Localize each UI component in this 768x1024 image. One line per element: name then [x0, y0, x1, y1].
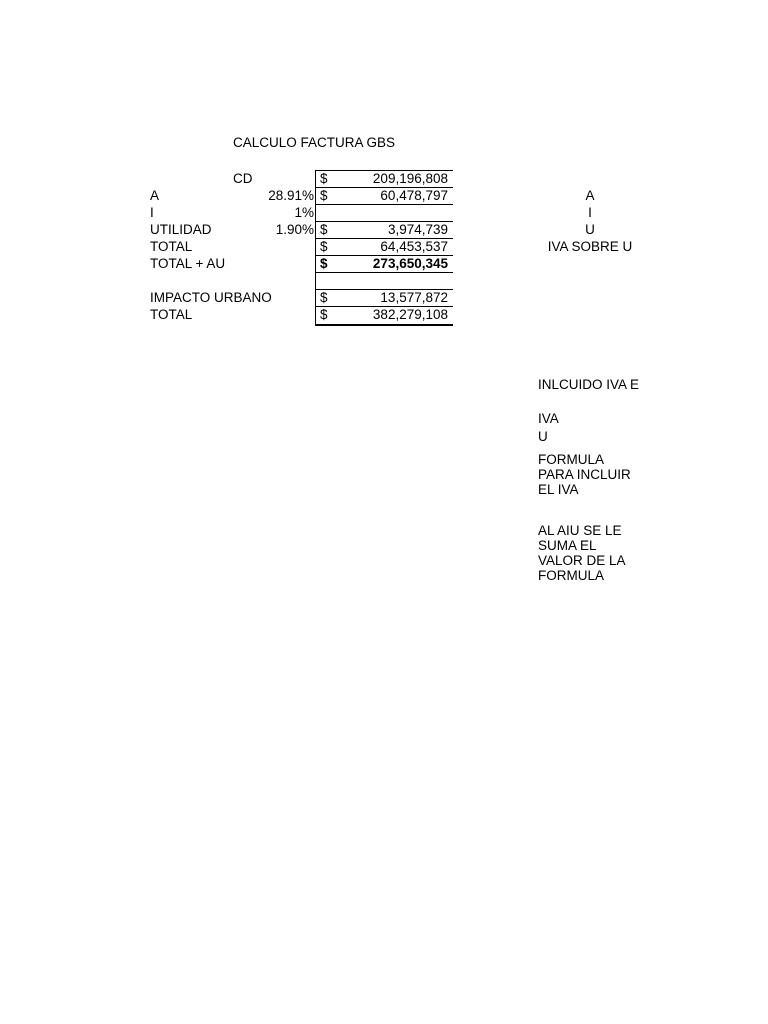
side-label-iva-sobre-u: IVA SOBRE U	[547, 239, 633, 254]
row-label-total: TOTAL	[150, 239, 193, 254]
row-label-total-au: TOTAL + AU	[150, 256, 226, 271]
row-label-a: A	[150, 188, 160, 203]
currency-cd: $	[320, 171, 328, 186]
note-formula-line: EL IVA	[538, 482, 579, 497]
currency-grand-total: $	[320, 307, 328, 322]
box-bottom-border	[315, 324, 453, 326]
value-utilidad: 3,974,739	[387, 222, 448, 237]
box-left-border	[315, 170, 316, 326]
side-label-u: U	[585, 222, 595, 237]
currency-impacto-urbano: $	[320, 290, 328, 305]
value-a: 60,478,797	[380, 188, 448, 203]
note-aiu-line: VALOR DE LA	[538, 553, 626, 568]
currency-total-au: $	[320, 256, 328, 271]
row-label-i: I	[150, 205, 154, 220]
pct-i: 1%	[294, 205, 314, 220]
currency-total: $	[320, 239, 328, 254]
side-label-i: I	[588, 205, 592, 220]
note-formula-line: PARA INCLUIR	[538, 467, 631, 482]
side-label-a: A	[585, 188, 595, 203]
value-total: 64,453,537	[380, 239, 448, 254]
note-aiu-line: AL AIU SE LE	[538, 523, 622, 538]
row-label-impacto-urbano: IMPACTO URBANO	[150, 290, 272, 305]
row-label-utilidad: UTILIDAD	[150, 222, 212, 237]
sheet-title: CALCULO FACTURA GBS	[233, 135, 396, 150]
note-u: U	[538, 429, 548, 444]
note-included-iva: INLCUIDO IVA E	[538, 377, 640, 392]
note-iva: IVA	[538, 411, 559, 426]
note-formula-line: FORMULA	[538, 452, 605, 467]
row-divider	[315, 272, 453, 273]
currency-a: $	[320, 188, 328, 203]
row-label-cd: CD	[233, 171, 253, 186]
value-cd: 209,196,808	[372, 171, 448, 186]
value-impacto-urbano: 13,577,872	[380, 290, 448, 305]
value-grand-total: 382,279,108	[372, 307, 448, 322]
note-aiu-line: FORMULA	[538, 568, 605, 583]
pct-a: 28.91%	[268, 188, 314, 203]
pct-utilidad: 1.90%	[275, 222, 314, 237]
value-total-au: 273,650,345	[372, 256, 448, 271]
note-aiu-line: SUMA EL	[538, 538, 597, 553]
row-divider	[315, 204, 453, 205]
row-label-grand-total: TOTAL	[150, 307, 193, 322]
currency-utilidad: $	[320, 222, 328, 237]
